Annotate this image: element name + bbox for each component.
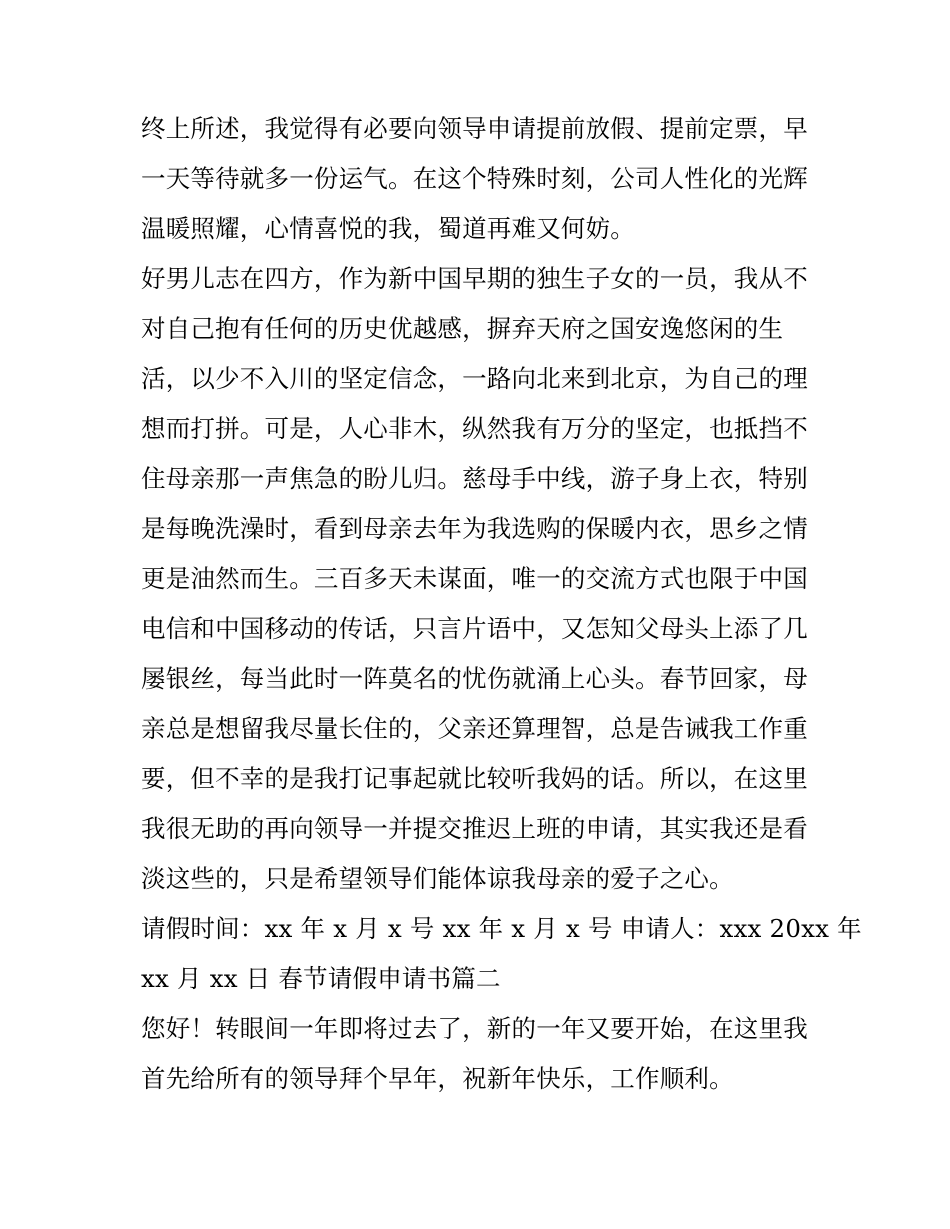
text-line: 要，但不幸的是我打记事起就比较听我妈的话。所以，在这里 — [141, 764, 808, 793]
text-line: 一天等待就多一份运气。在这个特殊时刻，公司人性化的光辉 — [141, 164, 808, 193]
paragraph-greeting — [141, 1004, 816, 1104]
text-line: 请假时间：xx 年 x 月 x 号 xx 年 x 月 x 号 申请人：xxx 20xx 年 — [141, 914, 862, 943]
text-line: 您好！转眼间一年即将过去了，新的一年又要开始，在这里我 — [141, 1014, 808, 1043]
text-line: 终上所述，我觉得有必要向领导申请提前放假、提前定票，早 — [141, 114, 808, 143]
document-body — [141, 104, 862, 1104]
text-line: 电信和中国移动的传话，只言片语中，又怎知父母头上添了几 — [141, 614, 808, 643]
text-line: 更是油然而生。三百多天未谋面，唯一的交流方式也限于中国 — [141, 564, 808, 593]
text-line: 亲总是想留我尽量长住的，父亲还算理智，总是告诫我工作重 — [141, 714, 808, 743]
paragraph-conclusion — [141, 104, 816, 254]
text-line: 淡这些的，只是希望领导们能体谅我母亲的爱子之心。 — [141, 864, 734, 893]
paragraph-homesick — [141, 254, 816, 904]
text-line: xx 月 xx 日 春节请假申请书篇二 — [141, 964, 501, 993]
text-line: 温暖照耀，心情喜悦的我，蜀道再难又何妨。 — [141, 214, 635, 243]
text-line: 想而打拼。可是，人心非木，纵然我有万分的坚定，也抵挡不 — [141, 414, 808, 443]
text-line: 对自己抱有任何的历史优越感，摒弃天府之国安逸悠闲的生 — [141, 314, 784, 343]
text-line: 活，以少不入川的坚定信念，一路向北来到北京，为自己的理 — [141, 364, 808, 393]
text-line: 住母亲那一声焦急的盼儿归。慈母手中线，游子身上衣，特别 — [141, 464, 808, 493]
text-line: 我很无助的再向领导一并提交推迟上班的申请，其实我还是看 — [141, 814, 808, 843]
text-line: 是每晚洗澡时，看到母亲去年为我选购的保暖内衣，思乡之情 — [141, 514, 808, 543]
text-line: 好男儿志在四方，作为新中国早期的独生子女的一员，我从不 — [141, 264, 808, 293]
text-line: 屡银丝，每当此时一阵莫名的忧伤就涌上心头。春节回家，母 — [141, 664, 808, 693]
paragraph-leave-details — [141, 904, 862, 1004]
text-line: 首先给所有的领导拜个早年，祝新年快乐，工作顺利。 — [141, 1064, 734, 1093]
